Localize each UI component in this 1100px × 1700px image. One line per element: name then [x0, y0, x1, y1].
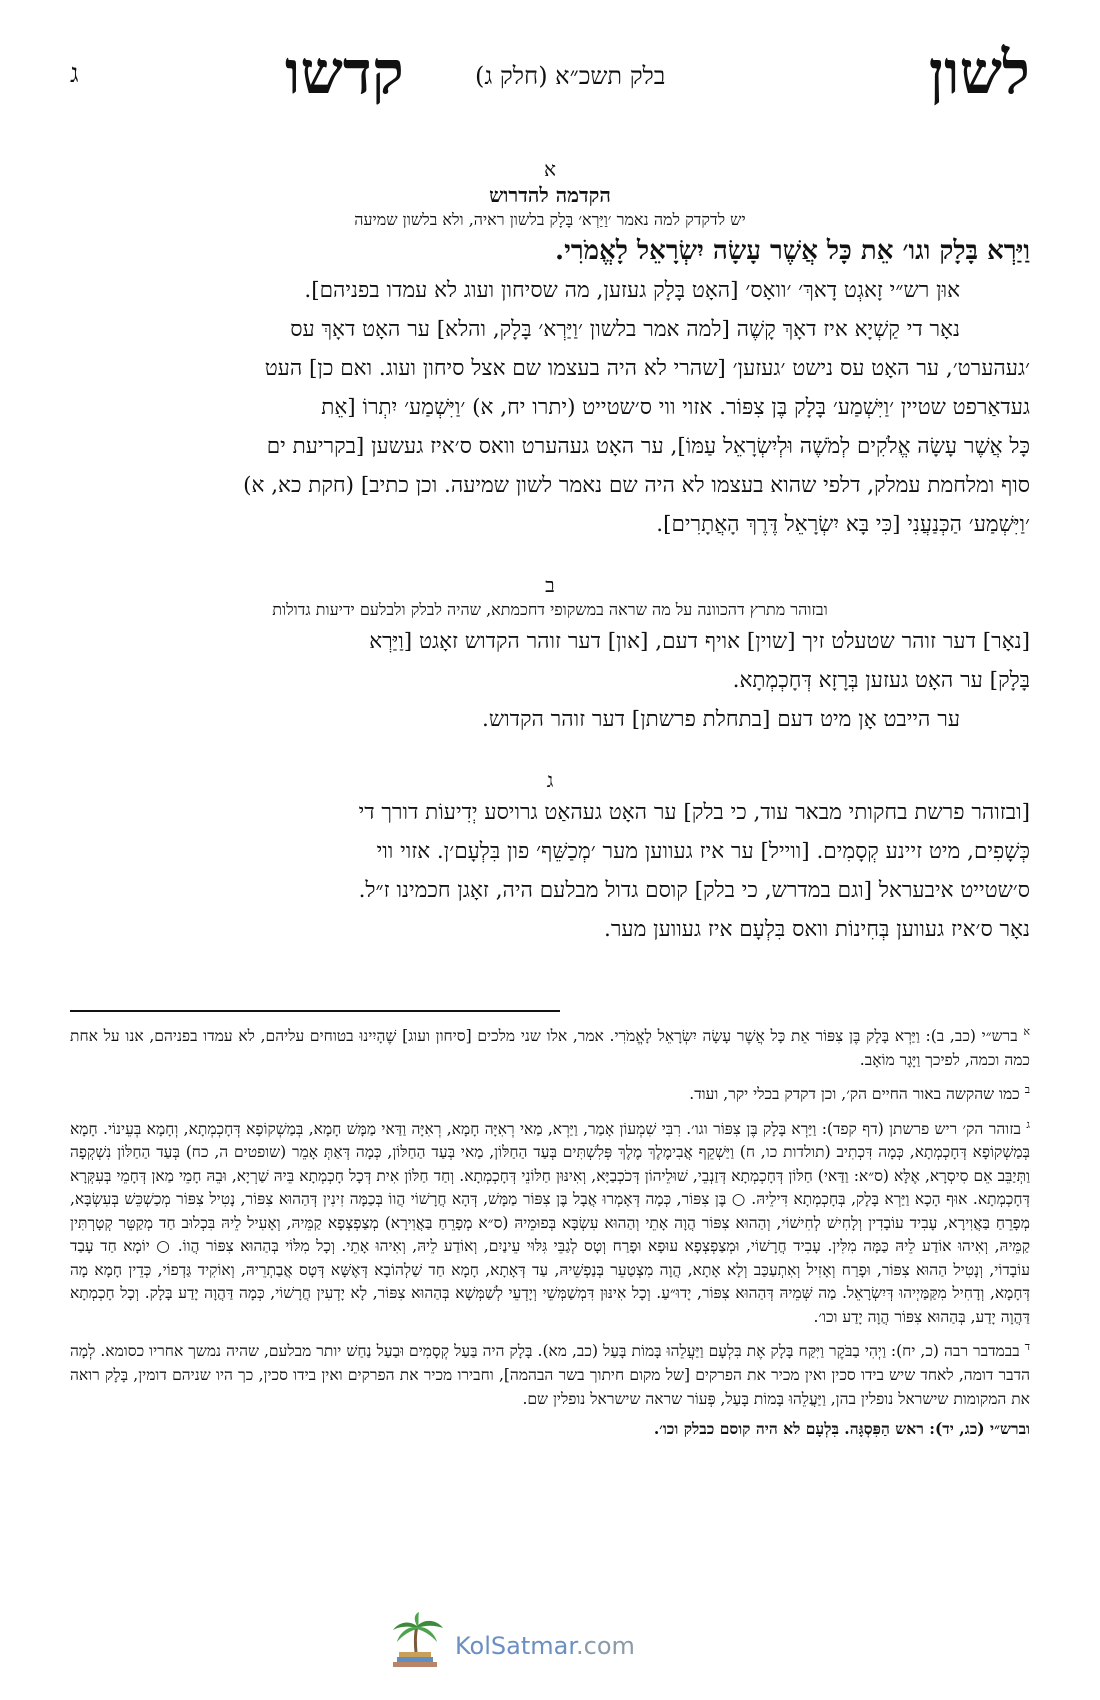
- body-line: סוף ומלחמת עמלק, דלפי שהוא בעצמו לא היה שם נאמר לשון שמיעה. וכן כתיב] (חקת כא, א): [243, 473, 1030, 498]
- section-title: הקדמה להדרוש: [489, 183, 611, 207]
- main-text: [70, 150, 1030, 949]
- section-subtitle: יש לדקדק למה נאמר ׳וַיַּרְא׳ בָּלָק בלשון ראיה, ולא בלשון שמיעה: [354, 210, 746, 229]
- body-line: כָּל אֲשֶׁר עָשָׂה אֱלֹקִים לְמֹשֶׁה וּלְיִשְׂרָאֵל עַמּוֹ], ער האָט געהערט וואס ס׳איז געשען [בקריעת ים: [266, 434, 1030, 459]
- footnote: [70, 1113, 1030, 1330]
- verse-line: וַיַּרְא בָּלָק וגו׳ אֵת כָּל אֲשֶׁר עָשָׂה יִשְׂרָאֵל לָאֱמֹרִי.: [555, 236, 1030, 266]
- section-c: [70, 767, 1030, 949]
- header-title-left: קדשו: [285, 38, 404, 108]
- section-b: [70, 572, 1030, 739]
- palm-tree-icon: [385, 1612, 449, 1676]
- body-line: געדאַרפט שטיין ׳וַיִּשְׁמַע׳ בָּלָק בֶּן צִפּוֹר. אזוי ווי ס׳שטייט (יתרו יח, א) ׳וַיִּשְׁמַע׳ יִתְרוֹ [אֵת: [321, 395, 1030, 420]
- body-line: אוּן רש״י זָאגְט דָאךְ׳ ׳וואָס׳ [האָט בָּלָק געזען, מה שסיחון ועוג לא עמדו בפניהם].: [304, 278, 960, 303]
- body-line: ער הייבט אָן מיט דעם [בתחלת פרשתן] דער זוהר הקדוש.: [482, 707, 960, 732]
- footnote-text: ברש״י (כב, ב): וַיַּרְא בָּלָק בֶּן צִפּוֹר אֵת כָּל אֲשֶׁר עָשָׂה יִשְׂרָאֵל לָאֱמֹרִי. אמר, אלו שני מלכים [סיחון ועוג] שֶׁהָיִינוּ בטוחים עליהם, לא עמדו בפניהם, אנו על אחת כמה וכמה, לפיכך וַיָּגָר מוֹאָב.: [70, 1027, 1030, 1069]
- section-letter: ג: [546, 768, 554, 792]
- section-letter: ב: [545, 573, 555, 597]
- logo-name: KolSatmar: [455, 1632, 576, 1660]
- footnote-separator: [70, 1010, 560, 1012]
- kolsatmar-logo: [385, 1612, 645, 1682]
- footnote-mark: ב: [1024, 1083, 1030, 1097]
- logo-text: [455, 1632, 635, 1660]
- footnote: [70, 1020, 1030, 1072]
- footnote: [70, 1335, 1030, 1411]
- footnote-mark: ג: [1026, 1117, 1030, 1131]
- body-line: ס׳שטייט איבעראל [וגם במדרש, כי בלק] קוסם גדול מבלעם היה, זאָגן חכמינו ז״ל.: [358, 878, 1030, 903]
- body-line: בָּלָק] ער האָט געזען בְּרָזָא דְּחָכְמְתָא.: [732, 668, 1030, 693]
- body-line: [נאָר] דער זוהר שטעלט זיך [שוין] אויף דעם, [און] דער זוהר הקדוש זאָגט [וַיַּרְא: [369, 629, 1030, 654]
- body-line: נאָר די קַשְׁיָא איז דאָךְ קָשֶׁה [למה אמר בלשון ׳וַיַּרְא׳ בָּלָק, והלא] ער האָט דאָךְ עס: [290, 317, 960, 342]
- footnote: [70, 1417, 1030, 1442]
- footnote-text: בזוהר הק׳ ריש פרשתן (דף קפד): וַיַּרְא בָּלָק בֶּן צִפּוֹר וגו׳. רִבִּי שִׁמְעוֹן אָמַר, וַיַּרְא, מַאי רְאִיָּה חָמָא, רְאִיָּה וַדַּאי מַמָּשׁ חָמָא, בְּמַשְׁקוֹפָא דְּחָכְמְתָא, וְחָמָא בְּעֵינוֹי. חָמָא בְּמַשְׁקוֹפָא דְּחָכְמְתָא, כְּמָה דִּכְתִיב (תולדות כו, ח) וַיַּשְׁקֵף אֲבִימֶלֶךְ מֶלֶךְ פְּלִשְׁתִּים בְּעַד הַחַלּוֹן, מַאי בְּעַד הַחַלּוֹן, כְּמָה דְּאַתְּ אָמֵר (שופטים ה, כח) בְּעַד הַחַלּוֹן נִשְׁקְפָה וַתְּיַבֵּב אֵם סִיסְרָא, אֶלָּא (ס״א: וַדַּאי) חַלּוֹן דְּחָכְמְתָא דְּזַנְבֵי, שׁוּלֵיהוֹן דְּכֹכְבַיָּא, וְאִינּוּן חַלּוֹנֵי דְּחָכְמְתָא. וְחַד חַלּוֹן אִית דְּכָל חָכְמְתָא בֵּיהּ שַׁרְיָא, וּבֵהּ חָמֵי מַאן דְּחָמֵי בְּעִקְּרָא דְּחָכְמְתָא. אוּף הָכָא וַיַּרְא בָּלָק, בְּחָכְמְתָא דִּילֵיהּ. ○ בֶּן צִפּוֹר, כְּמָה דְּאָמְרוּ אֲבָל בֶּן צִפּוֹר מַמָּשׁ, דְּהָא חֲרָשׁוֹי הֲווֹ בְּכַמָּה זִינִין דְּהַהוּא צִפּוֹר, נָטִיל צִפּוֹר מְכַשְׁכֵּשׁ בְּעִשְׂבָּא, מְפָרֵחַ בַּאֲוִירָא, עָבִיד עוֹבָדִין וְלָחִישׁ לְחִישׁוֹי, וְהַהוּא צִפּוֹר הֲוָה אָתֵי וְהַהוּא עִשְׂבָּא בְּפוּמֵיהּ (ס״א מְפָרֵחַ בַּאֲוִירָא) מְצַפְצְפָא קַמֵּיהּ, וְאָעִיל לֵיהּ בִּכְלוּב חַד מְקַטֵּר קְטָרְתִּין קַמֵּיהּ, וְאִיהוּ אוֹדַע לֵיהּ כַּמָּה מִלִּין. עָבִיד חֲרָשׁוֹי, וּמְצַפְצְפָא עוּפָא וּפָרַח וְטָס לְגַבֵּי גִּלּוּי עֵינַיִם, וְאוֹדַע לֵיהּ, וְאִיהוּ אָתֵי. וְכָל מִלּוֹי בְּהַהוּא צִפּוֹר הֲווֹ. ○ יוֹמָא חַד עָבַד עוֹבָדוֹי, וְנָטִיל הַהוּא צִפּוֹר, וּפָרַח וְאָזִיל וְאִתְעַכַּב וְלָא אָתָא, הֲוָה מִצְטַעֵר בְּנַפְשֵׁיהּ, עַד דְּאָתָא, חָמָא חַד שַׁלְהוֹבָא דְּאֶשָּׁא דְּטָס אֲבַתְרֵיהּ, וְאוֹקִיד גַּדְפוֹי, כְּדֵין חָמָא מָה דְּחָמָא, וְדָחִיל מִקַּמַּיְיהוּ דְּיִשְׂרָאֵל. מַה שְּׁמֵיהּ דְּהַהוּא צִפּוֹר, יָדוּ״עַ. וְכָל אִינּוּן דִּמְשַׁמְּשֵׁי וְיָדְעֵי לְשַׁמְּשָׁא בְּהַהוּא צִפּוֹר, לָא יָדְעִין חֲרָשׁוֹי, כְּמָה דַּהֲוָה יָדַע בָּלָק. וְכָל חָכְמְתָא דַּהֲוָה יָדַע, בְּהַהוּא צִפּוֹר הֲוָה יָדַע וכו׳.: [70, 1119, 1030, 1326]
- section-letter: א: [543, 157, 556, 181]
- body-line: כְּשָׁפִים, מיט זיינע קְסָמִים. [ווייל] ער איז געווען מער ׳מְכַשֵּׁף׳ פון בִּלְעָם׳ן. אזוי ווי: [376, 839, 1030, 864]
- page-number: ג: [70, 59, 79, 89]
- logo-suffix: .com: [576, 1632, 635, 1660]
- footnotes: [70, 1020, 1030, 1448]
- footnote-text: וברש״י (כג, יד): ראש הַפִּסְגָּה. בִּלְעָם לא היה קוסם כבלק וכו׳.: [653, 1419, 1030, 1439]
- footnote-mark: ד: [1024, 1340, 1030, 1354]
- body-line: ׳וַיִּשְׁמַע׳ הַכְּנַעֲנִי [כִּי בָּא יִשְׂרָאֵל דֶּרֶךְ הָאֲתָרִים].: [656, 512, 1030, 537]
- footnote-text: בבמדבר רבה (כ, יח): וַיְהִי בַבֹּקֶר וַיִּקַּח בָּלָק אֶת בִּלְעָם וַיַּעֲלֵהוּ בָּמוֹת בָּעַל (כב, מא). בָּלָק היה בַּעַל קְסָמִים וּבַעַל נַחַשׁ יותר מבלעם, שהיה נמשך אחריו כסומא. לְמָה הדבר דומה, לאחד שיש בידו סכין ואין מכיר את הפרקים [של מקום חיתוך בשר הבהמה], וחבירו מכיר את הפרקים ואין בידו סכין, כך היו שניהם דומין, בָּלָק רואה את המקומות שישראל נופלין בהן, וַיַּעֲלֵהוּ בָּמוֹת בָּעַל, פְּעוֹר שראה שישראל נופלין שם.: [70, 1342, 1030, 1408]
- body-line: ׳געהערט׳, ער האָט עס נישט ׳געזען׳ [שהרי לא היה בעצמו שם אצל סיחון ועוג. ואם כן] העט: [264, 356, 1030, 381]
- footnote-mark: א: [1023, 1025, 1030, 1038]
- header-title-right: לשון: [928, 38, 1030, 108]
- header-center-subtitle: בלק תשכ״א (חלק ג): [475, 62, 666, 90]
- footnote-text: כמו שהקשה באור החיים הק׳, וכן דקדק בכלי יקר, ועוד.: [689, 1085, 1020, 1104]
- page-header: [70, 38, 1030, 108]
- body-line: נאָר ס׳איז געווען בְּחִינוֹת וואס בִּלְעָם איז געווען מער.: [604, 917, 1030, 942]
- body-line: [ובזוהר פרשת בחקותי מבאר עוד, כי בלק] ער האָט געהאַט גרויסע יְדִיעוֹת דורך די: [358, 800, 1030, 825]
- section-subtitle: ובזוהר מתרץ דהכוונה על מה שראה במשקופי דחכמתא, שהיה לבלק ולבלעם ידיעות גדולות: [272, 600, 828, 619]
- footnote: [70, 1078, 1030, 1107]
- section-a: [70, 156, 1030, 544]
